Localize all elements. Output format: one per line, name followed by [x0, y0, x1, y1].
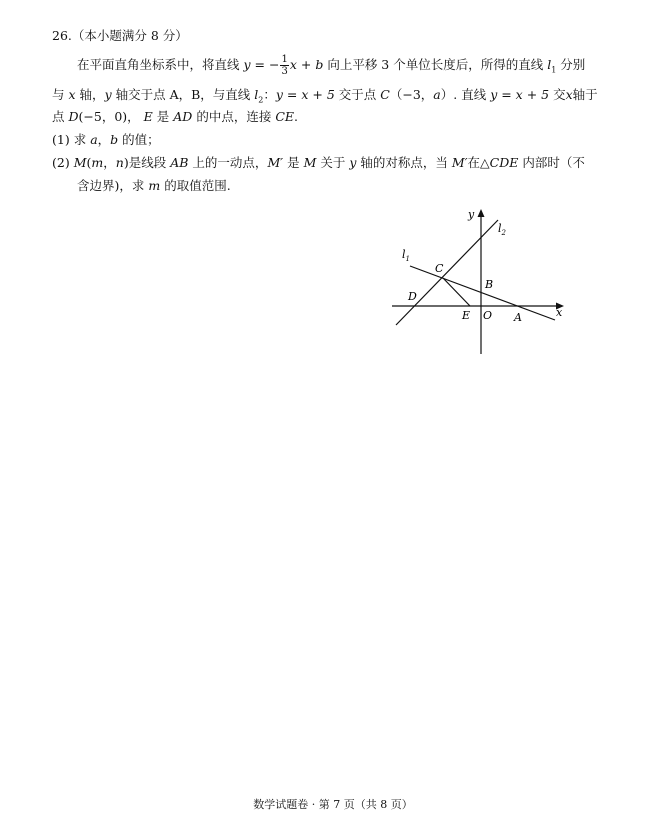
text: （−3，	[389, 87, 434, 102]
var: m	[91, 155, 104, 170]
point-label: D	[68, 109, 79, 124]
label-l1-sub: 1	[405, 255, 410, 263]
text: 与	[52, 87, 65, 102]
text: 关于	[320, 155, 346, 170]
var: n	[115, 155, 124, 170]
equation-part: y = −	[243, 57, 280, 72]
text: 分别	[560, 57, 586, 72]
text: 轴于	[572, 87, 598, 102]
label-b: B	[485, 278, 494, 291]
text: ：	[263, 87, 276, 102]
point-label: C	[380, 87, 390, 102]
label-a: A	[514, 311, 522, 324]
var: a	[433, 87, 441, 102]
text: 是	[287, 155, 300, 170]
subscript: 2	[258, 95, 264, 105]
text: ，	[97, 132, 111, 147]
var: x	[68, 87, 76, 102]
y-axis-arrow-icon	[478, 209, 485, 217]
score-note: （本小题满分 8 分）	[71, 28, 188, 43]
text: 含边界)，求	[77, 178, 145, 193]
problem-text-line-2	[52, 86, 598, 110]
line-symbol: l	[254, 87, 259, 102]
problem-header	[52, 27, 188, 45]
point-label: M	[73, 155, 87, 170]
text: 的取值范围.	[164, 178, 231, 193]
problem-text-line-3	[52, 108, 298, 126]
label-l2-sub: 2	[501, 229, 506, 237]
fraction-numerator: 1	[281, 54, 288, 65]
equation-part: x + b	[289, 57, 324, 72]
label-y: y	[468, 208, 475, 221]
var: y	[104, 87, 112, 102]
equation: y = x + 5	[490, 87, 550, 102]
segment-label: AD	[173, 109, 193, 124]
point-label: E	[143, 109, 153, 124]
text: 向上平移 3 个单位长度后，所得的直线	[327, 57, 544, 72]
text: (	[86, 155, 92, 170]
label-l1-main: l	[402, 248, 406, 261]
text: 上的一动点，	[192, 155, 268, 170]
var: y	[349, 155, 357, 170]
point-label: M	[303, 155, 317, 170]
problem-text-line-1	[77, 54, 585, 82]
label-c: C	[435, 262, 444, 275]
text: 内部时（不	[522, 155, 585, 170]
question-1	[52, 131, 160, 149]
text: 轴的对称点，当	[360, 155, 448, 170]
label-o: O	[483, 309, 493, 322]
text: 轴交于点 A，B，与直线	[115, 87, 251, 102]
text: 交于点	[338, 87, 377, 102]
page-footer: 数学试题卷 · 第 7 页（共 8 页）	[253, 798, 413, 811]
text: )是线段	[123, 155, 167, 170]
problem-number: 26.	[52, 28, 72, 43]
label-l1	[402, 248, 410, 263]
text: 交	[553, 87, 566, 102]
fraction-denominator: 3	[281, 66, 288, 77]
segment-label: AB	[170, 155, 189, 170]
text: 是	[156, 109, 170, 124]
text: 轴，	[79, 87, 105, 102]
label-d: D	[408, 290, 417, 303]
text: 的值；	[122, 132, 160, 147]
var: x	[565, 87, 573, 102]
label-l2	[498, 222, 507, 237]
question-2-continued	[77, 177, 231, 195]
segment-ce	[443, 278, 470, 306]
triangle-label: CDE	[489, 155, 519, 170]
var: m	[148, 178, 161, 193]
question-2	[52, 154, 585, 172]
text: ）. 直线	[440, 87, 487, 102]
label-e: E	[462, 309, 471, 322]
coordinate-figure	[390, 206, 570, 356]
label-l2-main: l	[498, 222, 502, 235]
fraction-one-third	[280, 54, 288, 77]
text: (−5，0)，	[78, 109, 140, 124]
label-x: x	[556, 306, 563, 319]
text: 求	[73, 132, 87, 147]
equation: y = x + 5	[275, 87, 335, 102]
text: 在△	[467, 155, 490, 170]
text: 的中点，连接	[196, 109, 272, 124]
point-label: M′	[451, 155, 468, 170]
text: .	[294, 109, 298, 124]
question-label: (2)	[52, 155, 70, 170]
point-label: M′	[267, 155, 284, 170]
var: a	[90, 132, 98, 147]
line-symbol: l	[547, 57, 552, 72]
segment-label: CE	[275, 109, 295, 124]
text: ，	[103, 155, 116, 170]
var: b	[110, 132, 119, 147]
text: 点	[52, 109, 65, 124]
question-label: (1)	[52, 132, 70, 147]
text: 在平面直角坐标系中，将直线	[77, 57, 240, 72]
subscript: 1	[551, 65, 557, 75]
